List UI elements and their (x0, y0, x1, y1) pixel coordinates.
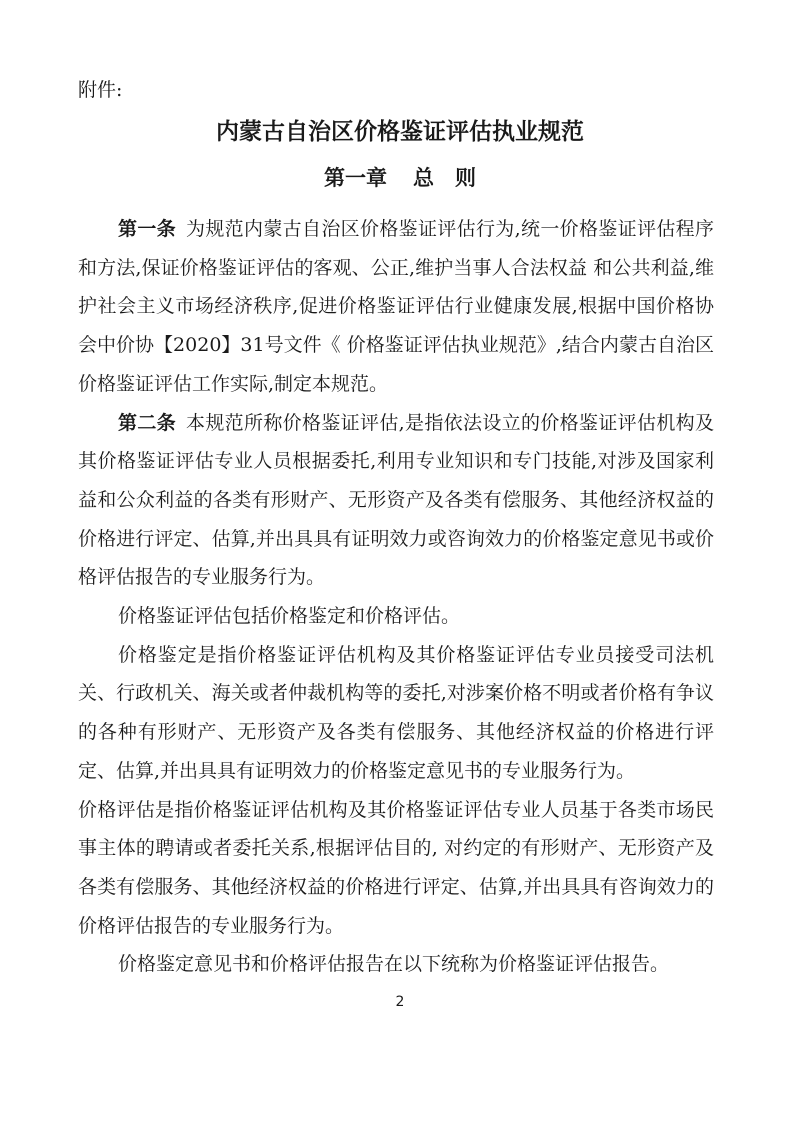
article-1-paragraph (78, 210, 714, 404)
body-paragraph: 价格鉴证评估包括价格鉴定和价格评估。 (118, 605, 461, 628)
chapter-number: 第一章 (324, 166, 387, 190)
article-label: 第二条 (118, 411, 176, 434)
body-paragraph: 价格评估是指价格鉴证评估机构及其价格鉴证评估专业人员基于各类市场民事主体的聘请或者委托关系,根据评估目的, 对约定的有形财产、无形资产及各类有偿服务、其他经济权益的价格进行评定、估算,并出具具有咨询效力的价格评估报告的专业服务行为。 (78, 798, 714, 937)
body-paragraph: 价格鉴定意见书和价格评估报告在以下统称为价格鉴证评估报告。 (118, 953, 670, 976)
page-number: 2 (395, 994, 405, 1010)
document-body (78, 210, 714, 984)
paragraph-text: 为规范内蒙古自治区价格鉴证评估行为,统一价格鉴证评估程序和方法,保证价格鉴证评估的客观、公正,维护当事人合法权益 和公共利益,维护社会主义市场经济秩序,促进价格鉴证评估行业健康发展,根据中国价格协会中价协【2020】31号文件《 价格鉴证评估执业规范》,结合内蒙古自治区价格鉴证评估工作实际,制定本规范。 (78, 218, 714, 395)
paragraph-text: 本规范所称价格鉴证评估,是指依法设立的价格鉴证评估机构及其价格鉴证评估专业人员根据委托,利用专业知识和专门技能,对涉及国家利益和公众利益的各类有形财产、无形资产及各类有偿服务、其他经济权益的价格进行评定、估算,并出具具有证明效力或咨询效力的价格鉴定意见书或价格评估报告的专业服务行为。 (78, 411, 714, 589)
article-2-paragraph (78, 404, 714, 598)
chapter-name: 总 则 (413, 166, 476, 190)
article-label: 第一条 (118, 218, 176, 240)
chapter-heading (0, 163, 800, 193)
body-paragraph: 价格鉴定是指价格鉴证评估机构及其价格鉴证评估专业员接受司法机关、行政机关、海关或者仲裁机构等的委托,对涉案价格不明或者价格有争议的各种有形财产、无形资产及各类有偿服务、其他经济权益的价格进行评定、估算,并出具具有证明效力的价格鉴定意见书的专业服务行为。 (78, 643, 714, 782)
document-title: 内蒙古自治区价格鉴证评估执业规范 (216, 119, 584, 145)
attachment-label: 附件: (78, 79, 123, 101)
